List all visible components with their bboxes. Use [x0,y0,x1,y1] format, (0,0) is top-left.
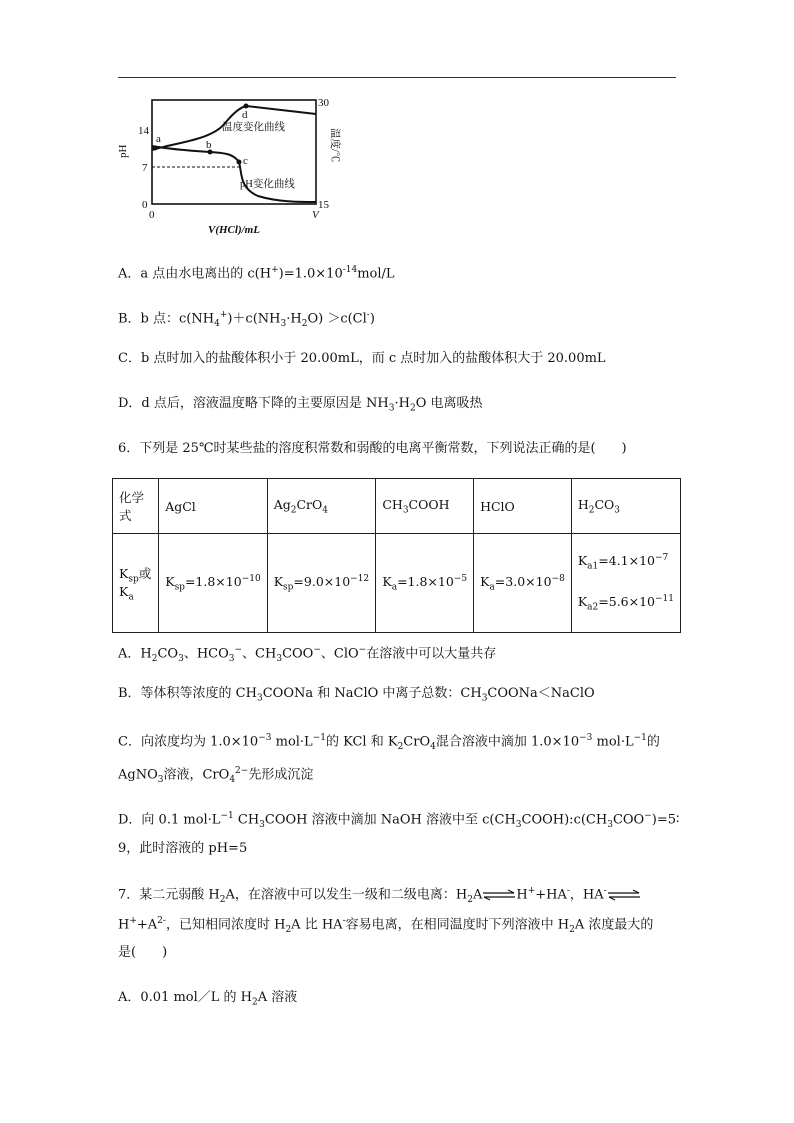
table-header-cell: HClO [474,479,572,534]
table-header-cell: 化学式 [113,479,159,534]
table-cell: $K_{sp}=9.0\times 10^{-12}$ [267,534,376,633]
table-cell: $K_{sp}$或$K_a$ [113,534,159,633]
table-header-cell: $Ag_2CrO_4$ [267,479,376,534]
x-tick: V [312,209,319,221]
temperature-curve-label: 温度变化曲线 [222,122,285,133]
q6-option-a: A．$H_2CO_3$、$HCO_3^-$、$CH_3COO^-$、ClO−在溶液中可以大量共存 [118,645,497,664]
y-left-tick: 14 [138,125,149,137]
q6-option-c-line2: AgNO$_3$溶液，CrO$_4^{2-}$先形成沉淀 [118,766,314,785]
q6-option-d-line2: 9，此时溶液的 pH=5 [118,841,248,856]
q6-option-b: B．等体积等浓度的 $CH_3COONa$ 和 NaClO 中离子总数：$CH_3COONa<NaClO$ [118,686,595,704]
table-header-cell: $H_2CO_3$ [571,479,680,534]
y-right-tick: 15 [318,199,329,211]
q7-stem-line1: 7．某二元弱酸 $H_2A$，在溶液中可以发生一级和二级电离：$H_2A$ H++HA-，HA- [118,881,641,910]
q7-stem-line3: 是( ) [118,945,168,960]
point-label-a: a [156,133,161,145]
q7-option-a: A．0.01 mol／L 的 $H_2A$ 溶液 [118,990,298,1008]
ph-curve [152,146,316,202]
y-left-tick: 0 [142,199,148,211]
table-cell: $K_a=3.0\times 10^{-8}$ [474,534,572,633]
x-label: V(HCl)/mL [208,224,260,236]
table-cell: $K_a=1.8\times 10^{-5}$ [376,534,474,633]
titration-figure [117,92,340,240]
q5-option-c: C．b 点时加入的盐酸体积小于 20.00mL，而 c 点时加入的盐酸体积大于 20.00mL [118,351,606,366]
table-header-cell: AgCl [159,479,267,534]
table-cell: $K_{a1}=4.1\times 10^{-7}$ $K_{a2}=5.6\times 10^{-11}$ [571,534,680,633]
equilibrium-arrow-icon [607,890,641,900]
q7-stem-line2: $H^++A^{2-}$，已知相同浓度时 $H_2A$ 比 HA-容易电离，在相同温度时下列溶液中 $H_2A$ 浓度最大的 [118,916,654,935]
point-label-b: b [206,139,212,151]
ph-curve-label: pH变化曲线 [240,179,295,190]
q6-option-c-line1: C．向浓度均为 $1.0\times 10^{-3}$ $mol\cdot L^{-1}$的 KCl 和 $K_2CrO_4$混合溶液中滴加 $1.0\times 10^{-3}$ $mol\cdot L^{-1}$的 [118,733,660,752]
y-left-tick: 7 [142,162,148,174]
point-d [244,104,249,109]
header-rule [118,77,676,78]
q6-stem: 6．下列是 25℃时某些盐的溶度积常数和弱酸的电离平衡常数，下列说法正确的是( ) [118,441,627,456]
y-left-label: pH [117,144,129,158]
constants-table [112,478,681,633]
point-label-d: d [242,109,248,121]
q5-option-b: B．b 点：$c(NH_4^+)+c(NH_3\cdot H_2O) >c(Cl^-)$ [118,310,375,329]
y-right-tick: 30 [318,97,329,109]
point-label-c: c [243,155,248,167]
equilibrium-arrow-icon [482,890,516,900]
table-header-cell: $CH_3COOH$ [376,479,474,534]
point-c [237,160,242,165]
q5-option-a: A．a 点由水电离出的 $c(H^+)=1.0\times 10^{-14}mol/L$ [118,265,395,282]
q6-option-d-line1: D．向 0.1 $mol\cdot L^{-1}$ $CH_3COOH$ 溶液中滴加 NaOH 溶液中至 $c(CH_3COOH):c(CH_3COO^-)=5∶$ [118,811,680,830]
y-right-label: 温度/℃ [329,128,340,163]
table-cell: $K_{sp}=1.8\times 10^{-10}$ [159,534,267,633]
point-a [153,146,158,151]
q5-option-d: D．d 点后，溶液温度略下降的主要原因是 $NH_3\cdot H_2O$ 电离吸热 [118,396,483,414]
x-tick: 0 [149,209,155,221]
